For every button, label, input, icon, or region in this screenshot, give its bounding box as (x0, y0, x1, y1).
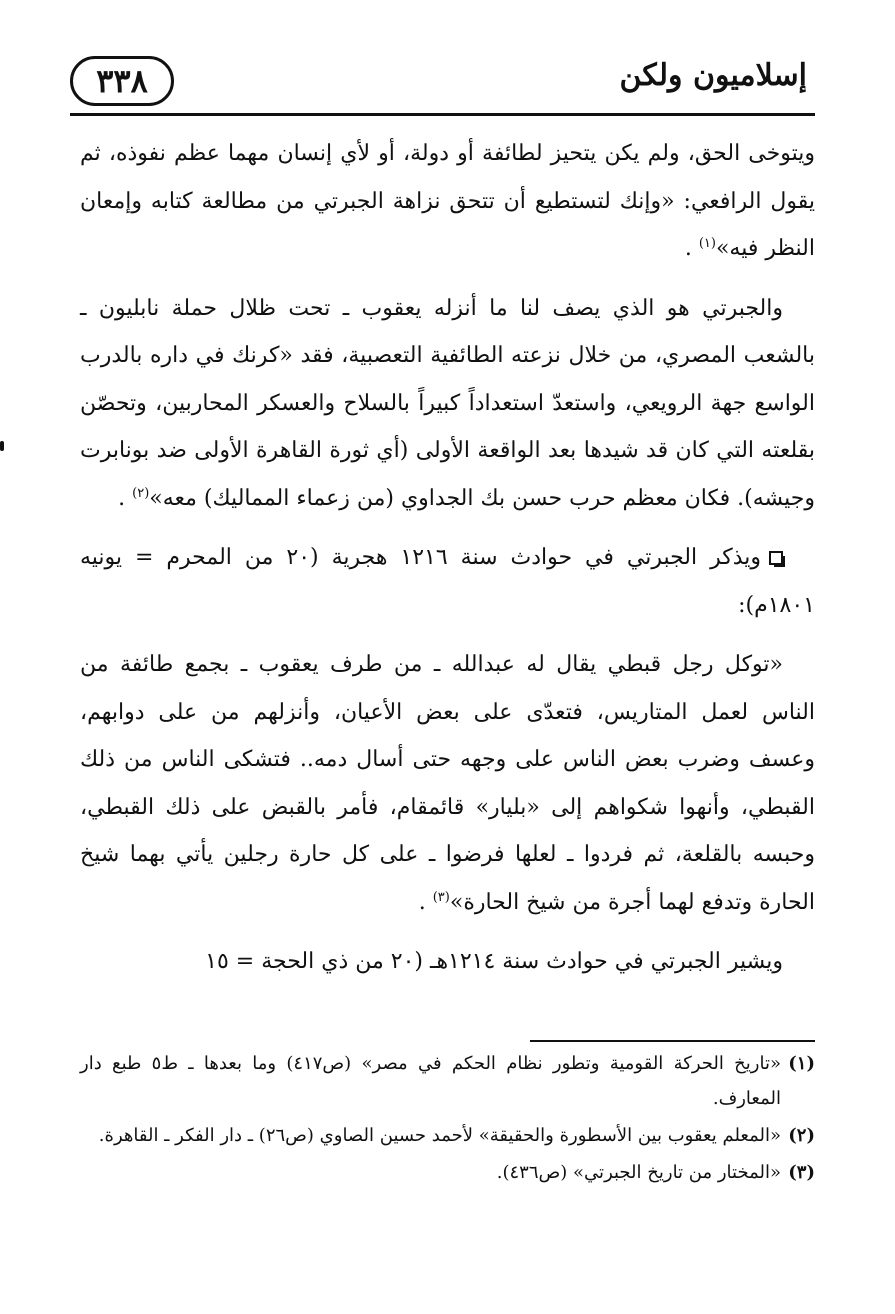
paragraph-ending: . (418, 889, 433, 915)
footnote-separator (530, 1040, 815, 1042)
footnote-reference: (١) (698, 236, 716, 251)
footnote-number: (١) (788, 1053, 815, 1074)
footnote-item (80, 1046, 815, 1116)
paragraph-text: والجبرتي هو الذي يصف لنا ما أنزله يعقوب ـ تحت ظلال حملة نابليون ـ بالشعب المصري، من خلال نزعته الطائفية التعصبية، فقد «كرنك في داره بالدرب الواسع جهة الرويعي، واستعدّ استعداداً كبيراً بالسلاح والعسكر المحاربين، وتحصّن بقلعته التي كان قد شيدها بعد الواقعة الأولى (أي ثورة القاهرة الأولى ضد بونابرت وجيشه). فكان معظم حرب حسن بك الجداوي (من زعماء المماليك) معه» (80, 295, 815, 511)
footnote-text: «المعلم يعقوب بين الأسطورة والحقيقة» لأحمد حسين الصاوي (ص٢٦) ـ دار الفكر ـ القاهرة. (98, 1125, 781, 1146)
paragraph-ending: . (118, 485, 133, 511)
footnote-number: (٣) (788, 1162, 815, 1183)
paragraph-events-1216 (80, 534, 815, 629)
paragraph-jabarti-yaqub (80, 285, 815, 523)
paragraph-ending: . (684, 236, 699, 261)
footnote-item (80, 1155, 815, 1190)
paragraph-quotation (80, 641, 815, 926)
footnote-text: «تاريخ الحركة القومية وتطور نظام الحكم في مصر» (ص٤١٧) وما بعدها ـ ط٥ طبع دار المعارف. (80, 1053, 781, 1109)
book-title: إسلاميون ولكن (619, 58, 807, 93)
paragraph-text: «توكل رجل قبطي يقال له عبدالله ـ من طرف يعقوب ـ بجمع طائفة من الناس لعمل المتاريس، فتعدّى على بعض الأعيان، وأنزلهم من على دوابهم، وعسف وضرب بعض الناس على وجهه حتى أسال دمه.. فتشكى الناس من ذلك القبطي، وأنهوا شكواهم إلى «بليار» قائمقام، فأمر بالقبض على ذلك القبطي، وحبسه بالقلعة، ثم فردوا ـ لعلها فرضوا ـ على كل حارة رجلين يأتي بهما شيخ الحارة وتدفع لهما أجرة من شيخ الحارة» (80, 652, 815, 915)
body-text (80, 130, 815, 986)
paragraph-text: ويذكر الجبرتي في حوادث سنة ١٢١٦ هجرية (٢٠ من المحرم = يونيه ١٨٠١م): (80, 545, 815, 618)
page-header (70, 48, 815, 116)
margin-mark (0, 441, 4, 451)
page-number-badge (70, 56, 174, 106)
checkbox-bullet-icon (769, 551, 783, 565)
footnote-reference: (٢) (132, 485, 150, 501)
page-number: ٣٣٨ (96, 62, 148, 100)
footnote-reference: (٣) (432, 889, 450, 905)
paragraph-events-1214 (80, 938, 815, 986)
footnote-text: «المختار من تاريخ الجبرتي» (ص٤٣٦). (496, 1162, 781, 1183)
header-rule (70, 113, 815, 116)
footnotes (80, 1046, 815, 1190)
paragraph-continuation (80, 130, 815, 273)
paragraph-text: ويشير الجبرتي في حوادث سنة ١٢١٤هـ (٢٠ من ذي الحجة = ١٥ (205, 949, 783, 974)
footnote-item (80, 1118, 815, 1153)
footnote-number: (٢) (788, 1125, 815, 1146)
paragraph-text: ويتوخى الحق، ولم يكن يتحيز لطائفة أو دولة، أو لأي إنسان مهما عظم نفوذه، ثم يقول الرافعي: «وإنك لتستطيع أن تتحق نزاهة الجبرتي من مطالعة كتابه وإمعان النظر فيه» (80, 141, 815, 261)
